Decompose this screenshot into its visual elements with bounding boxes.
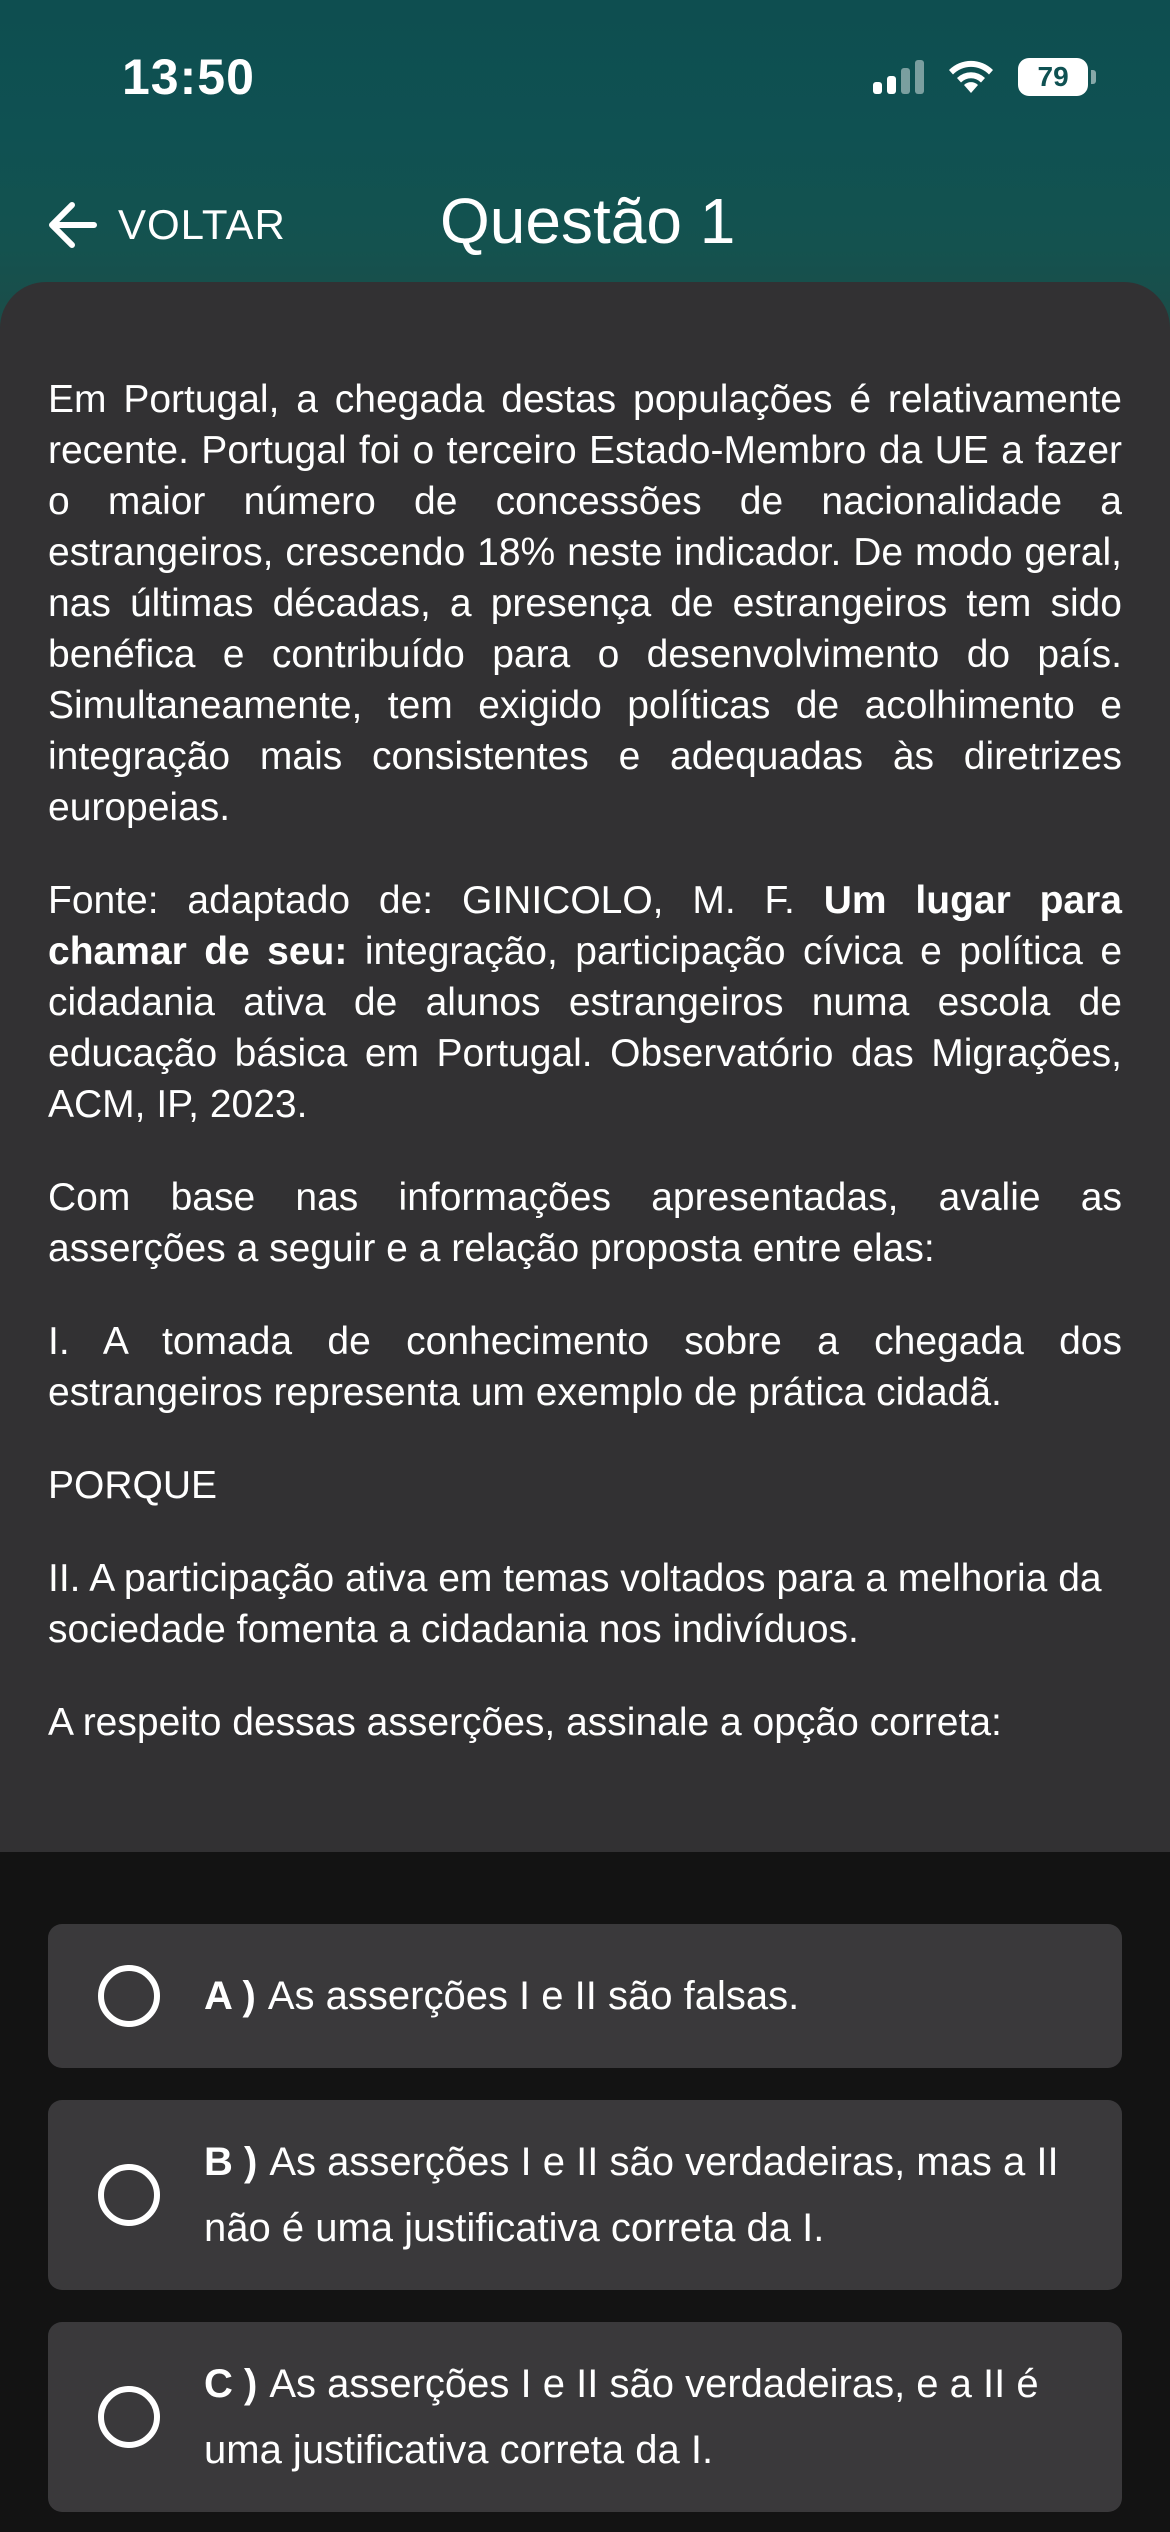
assertion-connector: PORQUE [48, 1464, 218, 1507]
arrow-left-icon [44, 197, 100, 253]
battery-nub [1091, 70, 1096, 84]
question-prompt: A respeito dessas asserções, assinale a opção correta: [48, 1701, 1002, 1744]
source-rest: integração, participação cívica e política e cidadania ativa de alunos estrangeiros numa escola de educação básica em Portugal. Observatório das Migrações, ACM, IP, 2023. [48, 930, 1123, 1126]
status-time: 13:50 [122, 49, 255, 105]
back-button[interactable] [44, 190, 286, 260]
option-b[interactable] [48, 2100, 1122, 2290]
radio-button-icon[interactable] [98, 2386, 160, 2448]
option-text [204, 2129, 1078, 2261]
header [0, 0, 1170, 330]
option-label: As asserções I e II são verdadeiras, e a II é uma justificativa correta da I. [204, 2362, 1039, 2472]
question-source [48, 875, 1122, 1130]
status-icons [873, 52, 1096, 102]
radio-button-icon[interactable] [98, 2164, 160, 2226]
battery-icon [1018, 58, 1096, 96]
option-letter: B ) [204, 2140, 258, 2184]
option-text [204, 1963, 799, 2029]
option-letter: A ) [204, 1974, 256, 2018]
battery-level: 79 [1018, 58, 1088, 96]
answer-options [48, 1924, 1122, 2532]
option-c[interactable] [48, 2322, 1122, 2512]
option-label: As asserções I e II são falsas. [267, 1974, 800, 2018]
option-text [204, 2351, 1078, 2483]
question-context: Em Portugal, a chegada destas populações é relativamente recente. Portugal foi o terceiro Estado-Membro da UE a fazer o maior número de concessões de nacionalidade a estrangeiros, crescendo 18% neste indicador. De modo geral, nas últimas décadas, a presença de estrangeiros tem sido benéfica e contribuído para o desenvolvimento do país. Simultaneamente, tem exigido políticas de acolhimento e integração mais consistentes e adequadas às diretrizes europeias. [48, 378, 1122, 829]
option-letter: C ) [204, 2362, 258, 2406]
option-label: As asserções I e II são verdadeiras, mas a II não é uma justificativa correta da I. [204, 2140, 1059, 2250]
question-panel [0, 282, 1170, 1852]
source-prefix: Fonte: adaptado de: GINICOLO, M. F. [48, 879, 824, 922]
back-label: VOLTAR [118, 201, 286, 248]
page-title: Questão 1 [440, 185, 736, 257]
source-title: Um lugar para chamar de seu: [48, 879, 1122, 973]
assertion-2: II. A participação ativa em temas voltados para a melhoria da sociedade fomenta a cidadania nos indivíduos. [48, 1557, 1102, 1651]
radio-button-icon[interactable] [98, 1965, 160, 2027]
question-instruction: Com base nas informações apresentadas, avalie as asserções a seguir e a relação proposta entre elas: [48, 1176, 1122, 1270]
option-a[interactable] [48, 1924, 1122, 2068]
assertion-1: I. A tomada de conhecimento sobre a chegada dos estrangeiros representa um exemplo de prática cidadã. [48, 1320, 1122, 1414]
wifi-icon [946, 59, 996, 95]
signal-icon [873, 60, 924, 94]
